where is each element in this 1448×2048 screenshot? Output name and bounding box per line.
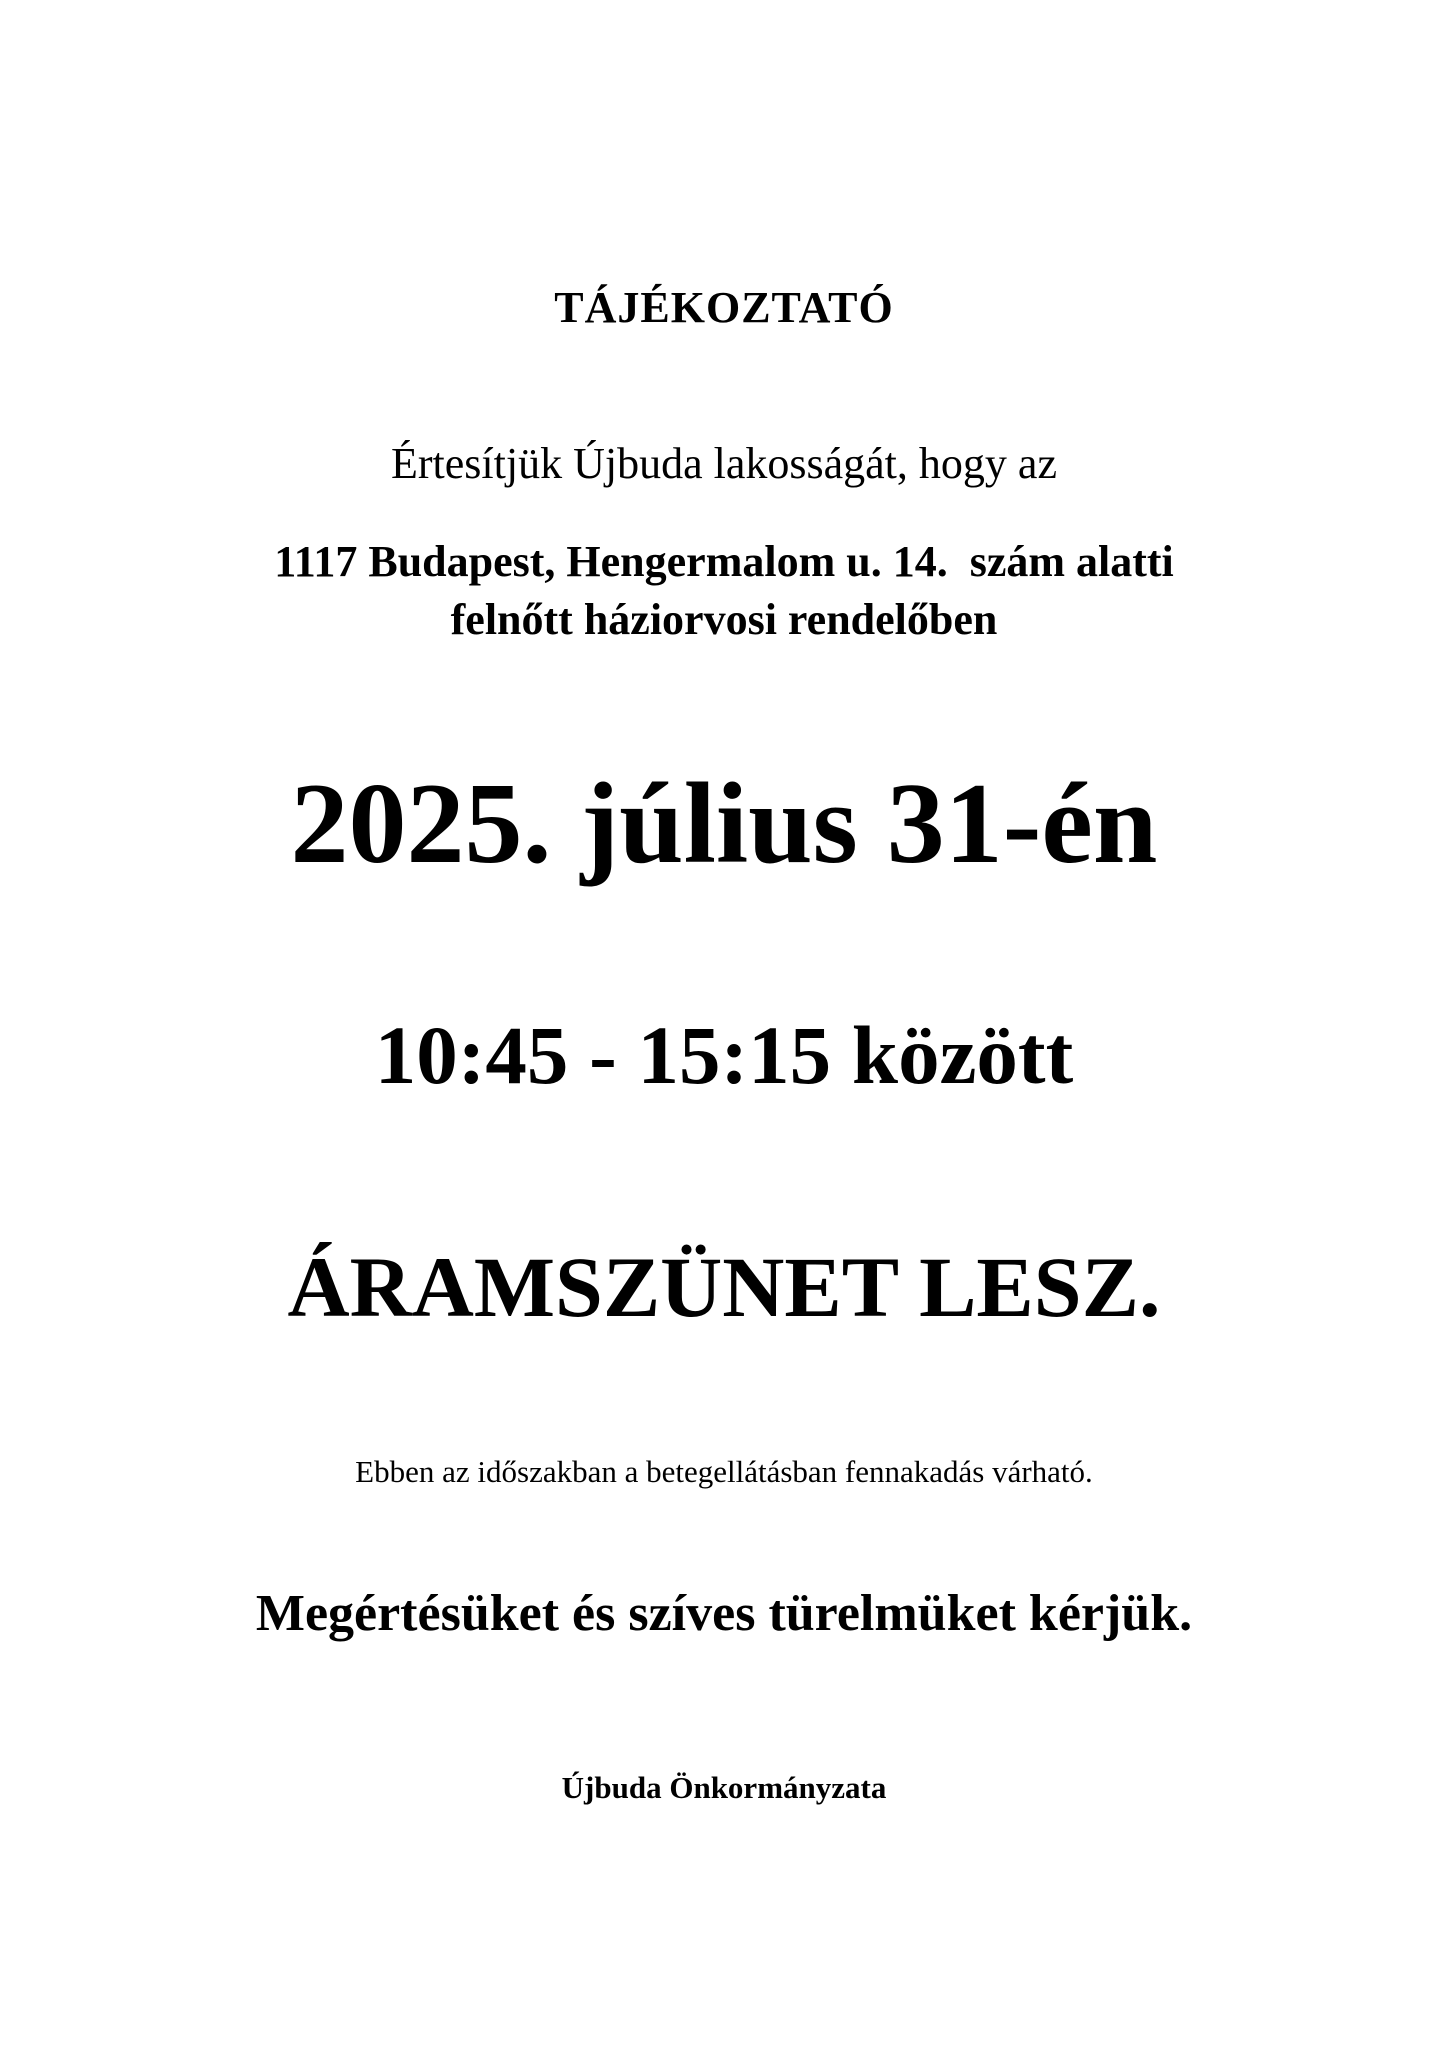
service-disruption-note: Ebben az időszakban a betegellátásban fennakadás várható. [355, 1454, 1093, 1489]
notice-title: TÁJÉKOZTATÓ [554, 283, 894, 332]
outage-time-range: 10:45 - 15:15 között [374, 1009, 1074, 1101]
signature: Újbuda Önkormányzata [561, 1770, 887, 1805]
notice-intro: Értesítjük Újbuda lakosságát, hogy az [391, 439, 1057, 488]
address-line-1: 1117 Budapest, Hengermalom u. 14. szám alatti [274, 537, 1174, 586]
address-line-2: felnőtt háziorvosi rendelőben [450, 595, 998, 644]
thanks-message: Megértésüket és szíves türelmüket kérjük. [255, 1585, 1193, 1642]
outage-announcement: ÁRAMSZÜNET LESZ. [287, 1239, 1161, 1335]
outage-date: 2025. július 31-én [290, 760, 1158, 888]
